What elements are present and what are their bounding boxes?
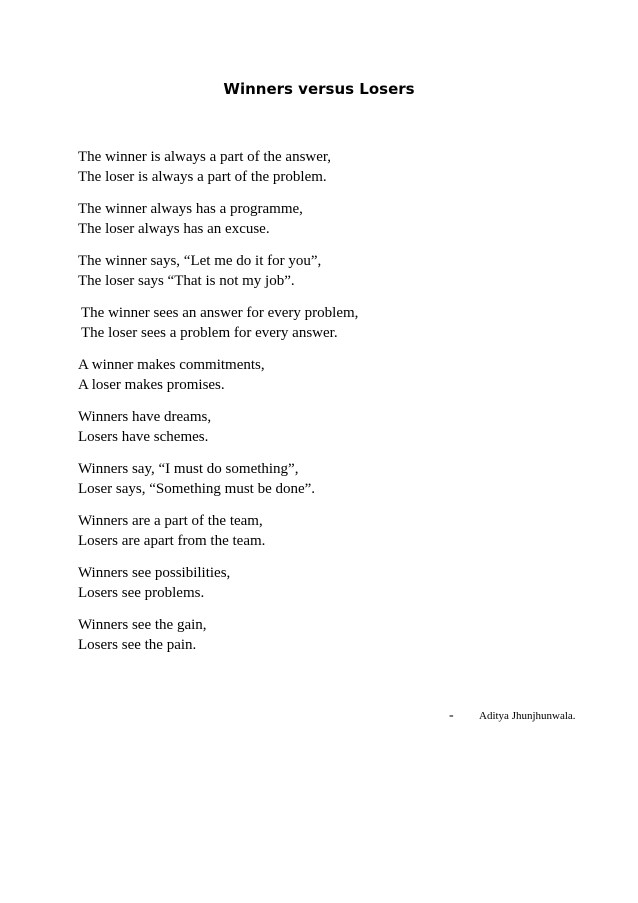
- stanza: [78, 355, 558, 395]
- signature-dash: -: [449, 708, 454, 723]
- stanza-line: A winner makes commitments,: [78, 357, 265, 373]
- stanza-line: Winners see the gain,: [78, 617, 207, 633]
- stanza: [78, 563, 558, 603]
- stanza-line: The loser says “That is not my job”.: [78, 273, 295, 289]
- stanza-line: The loser is always a part of the problem.: [78, 169, 327, 185]
- stanza-line: The winner sees an answer for every problem,: [81, 305, 359, 321]
- author-name: Aditya Jhunjhunwala.: [479, 710, 576, 722]
- poem-body: [78, 147, 558, 667]
- page-title: Winners versus Losers: [223, 80, 415, 98]
- stanza-line: Winners are a part of the team,: [78, 513, 263, 529]
- stanza-line: The winner is always a part of the answer,: [78, 149, 332, 165]
- stanza-line: Winners say, “I must do something”,: [78, 461, 299, 477]
- stanza: [78, 511, 558, 551]
- stanza-line: Losers have schemes.: [78, 429, 209, 445]
- stanza-line: A loser makes promises.: [78, 377, 225, 393]
- stanza-line: The loser always has an excuse.: [78, 221, 270, 237]
- stanza-line: Losers see the pain.: [78, 637, 197, 653]
- stanza: [78, 303, 558, 343]
- stanza-line: Loser says, “Something must be done”.: [78, 481, 316, 497]
- stanza: [78, 251, 558, 291]
- stanza-line: Losers see problems.: [78, 585, 205, 601]
- stanza-line: The loser sees a problem for every answer.: [81, 325, 338, 341]
- signature: [449, 706, 576, 724]
- stanza: [78, 407, 558, 447]
- stanza: [78, 459, 558, 499]
- stanza-line: Winners have dreams,: [78, 409, 212, 425]
- stanza-line: The winner always has a programme,: [78, 201, 303, 217]
- stanza-line: Losers are apart from the team.: [78, 533, 266, 549]
- stanza: [78, 199, 558, 239]
- stanza-line: Winners see possibilities,: [78, 565, 231, 581]
- stanza-line: The winner says, “Let me do it for you”,: [78, 253, 322, 269]
- stanza: [78, 147, 558, 187]
- stanza: [78, 615, 558, 655]
